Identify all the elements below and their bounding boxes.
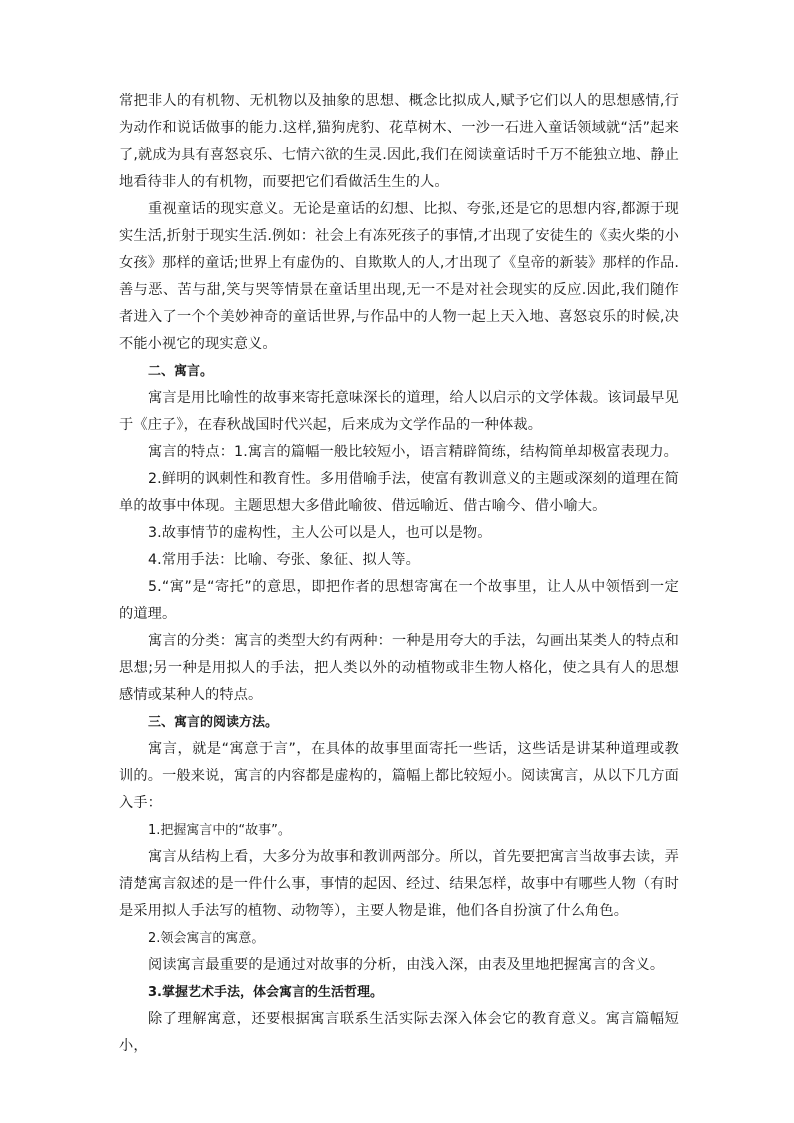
paragraph-fable-feature-1: 寓言的特点：1.寓言的篇幅一般比较短小，语言精辟简练，结构简单却极富表现力。 bbox=[148, 444, 678, 460]
paragraph-story-structure: 寓言从结构上看，大多分为故事和教训两部分。所以，首先要把寓言当故事去读，弄清楚寓言叙述的是一件什么事，事情的起因、经过、结果怎样，故事中有哪些人物（有时是采用拟人手法写的植物、动物等），主要人物是谁，他们各自扮演了什么角色。 bbox=[119, 849, 679, 919]
section-heading-fable: 二、寓言。 bbox=[148, 364, 214, 379]
paragraph-fable-definition: 寓言是用比喻性的故事来寄托意味深长的道理，给人以启示的文学体裁。该词最早见于《庄子》，在春秋战国时代兴起，后来成为文学作品的一种体裁。 bbox=[119, 390, 679, 433]
paragraph-fable-feature-2: 2.鲜明的讽刺性和教育性。多用借喻手法，使富有教训意义的主题或深刻的道理在简单的故事中体现。主题思想大多借此喻彼、借远喻近、借古喻今、借小喻大。 bbox=[119, 471, 679, 514]
subheading-grasp-story: 1.把握寓言中的“故事”。 bbox=[148, 823, 291, 838]
paragraph-reading-intro: 寓言，就是“寓意于言”，在具体的故事里面寄托一些话，这些话是讲某种道理或教训的。一般来说，寓言的内容都是虚构的，篇幅上都比较短小。阅读寓言，从以下几方面入手： bbox=[119, 741, 679, 811]
paragraph-fable-feature-4: 4.常用手法：比喻、夸张、象征、拟人等。 bbox=[148, 552, 420, 568]
paragraph-fable-feature-5: 5.“寓”是“寄托”的意思，即把作者的思想寄寓在一个故事里，让人从中领悟到一定的道理。 bbox=[119, 579, 679, 622]
paragraph-moral-analysis: 阅读寓言最重要的是通过对故事的分析，由浅入深，由表及里地把握寓言的含义。 bbox=[148, 957, 665, 973]
subheading-artistic-technique: 3.掌握艺术手法，体会寓言的生活哲理。 bbox=[148, 985, 383, 1000]
paragraph-fable-feature-3: 3.故事情节的虚构性，主人公可以是人，也可以是物。 bbox=[148, 525, 492, 541]
paragraph-personification: 常把非人的有机物、无机物以及抽象的思想、概念比拟成人,赋予它们以人的思想感情,行为动作和说话做事的能力.这样,猫狗虎豹、花草树木、一沙一石进入童话领域就“活”起来了,就成为具有喜怒哀乐、七情六欲的生灵.因此,我们在阅读童话时千万不能独立地、静止地看待非人的有机物，而要把它们看做活生生的人。 bbox=[119, 93, 679, 190]
document-page bbox=[119, 88, 679, 1060]
section-heading-reading-method: 三、寓言的阅读方法。 bbox=[148, 715, 279, 730]
paragraph-fable-classification: 寓言的分类：寓言的类型大约有两种：一种是用夸大的手法，勾画出某类人的特点和思想;另一种是用拟人的手法，把人类以外的动植物或非生物人格化，使之具有人的思想感情或某种人的特点。 bbox=[119, 633, 679, 703]
subheading-understand-moral: 2.领会寓言的寓意。 bbox=[148, 931, 265, 946]
paragraph-realistic-meaning: 重视童话的现实意义。无论是童话的幻想、比拟、夸张,还是它的思想内容,都源于现实生活,折射于现实生活.例如：社会上有冻死孩子的事情,才出现了安徒生的《卖火柴的小女孩》那样的童话;世界上有虚伪的、自欺欺人的人,才出现了《皇帝的新装》那样的作品.善与恶、苦与甜,笑与哭等情景在童话里出现,无一不是对社会现实的反应.因此,我们随作者进入了一个个美妙神奇的童话世界,与作品中的人物一起上天入地、喜怒哀乐的时候,决不能小视它的现实意义。 bbox=[119, 201, 679, 352]
paragraph-life-philosophy: 除了理解寓意，还要根据寓言联系生活实际去深入体会它的教育意义。寓言篇幅短小， bbox=[119, 1011, 679, 1054]
